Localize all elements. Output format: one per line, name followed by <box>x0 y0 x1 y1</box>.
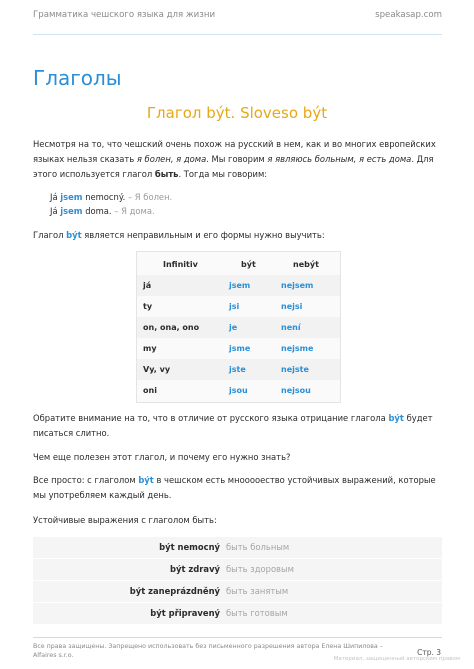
phrases-table <box>33 537 442 625</box>
copyright-note: Материал, защищенный авторским правом <box>333 656 460 662</box>
intro-paragraph <box>33 137 444 182</box>
phrase-row <box>33 603 442 625</box>
intro-line: Несмотря на то, что чешский очень похож на русский в нем, как и во многих европейских <box>33 139 436 149</box>
intro-line: этого используется глагол быть. Тогда мы говорим: <box>33 169 268 179</box>
table-row: já jsem nejsem <box>137 275 340 296</box>
intro-line: языках нельзя сказать я болен, я дома. Мы говорим я являюсь больным, я есть дома. Для <box>33 154 434 164</box>
answer-paragraph: Все просто: с глаголом být в чешском есть мнооооество устойчивых выражений, которые мы употребляем каждый день. <box>33 475 436 500</box>
header-divider <box>33 34 442 35</box>
phrase-russian: быть готовым <box>226 608 288 618</box>
phrase-row <box>33 537 442 559</box>
table-header: nebýt <box>293 260 319 269</box>
footer-divider <box>33 637 442 638</box>
phrase-czech: být připravený <box>150 608 220 618</box>
phrase-czech: být nemocný <box>159 542 220 552</box>
table-row: my jsme nejsme <box>143 344 314 353</box>
table-header-row <box>137 254 340 275</box>
course-title: Грамматика чешского языка для жизни <box>33 10 216 20</box>
phrase-row <box>33 559 442 581</box>
conjugation-table <box>136 251 341 403</box>
table-row: oni jsou nejsou <box>143 386 311 395</box>
page-header <box>33 10 442 28</box>
phrase-row <box>33 581 442 603</box>
section-title: Глагол být. Sloveso být <box>146 104 328 122</box>
phrases-intro: Устойчивые выражения с глаголом быть: <box>33 515 217 525</box>
question-text: Чем еще полезен этот глагол, и почему его нужно знать? <box>33 452 291 462</box>
phrase-czech: být zaneprázdněný <box>129 586 220 596</box>
table-row: on, ona, ono je není <box>137 317 340 338</box>
phrase-russian: быть больным <box>226 542 290 552</box>
phrase-czech: být zdravý <box>170 564 220 574</box>
phrase-russian: быть занятым <box>226 586 289 596</box>
site-link[interactable]: speakasap.com <box>375 10 442 20</box>
table-header: Infinitiv <box>163 260 198 269</box>
irregular-note: Глагол být является неправильным и его формы нужно выучить: <box>33 230 325 240</box>
table-header: být <box>241 260 256 269</box>
page-number: Стр. 3 <box>417 648 441 657</box>
table-row: ty jsi nejsi <box>143 302 303 311</box>
negation-note: Обратите внимание на то, что в отличие от русского языка отрицание глагола být будет писаться слитно. <box>33 413 433 438</box>
phrase-russian: быть здоровым <box>226 564 294 574</box>
footer-rights: Все права защищены. Запрещено использовать без письменного разрешения автора Елена Шипилова – Alfaires s.r.o. <box>33 643 383 659</box>
page-title: Глаголы <box>33 66 122 90</box>
example-item: Já jsem doma. – Я дома. <box>50 206 155 216</box>
example-item: Já jsem nemocný. – Я болен. <box>50 192 173 202</box>
table-row: Vy, vy jste nejste <box>137 359 340 380</box>
